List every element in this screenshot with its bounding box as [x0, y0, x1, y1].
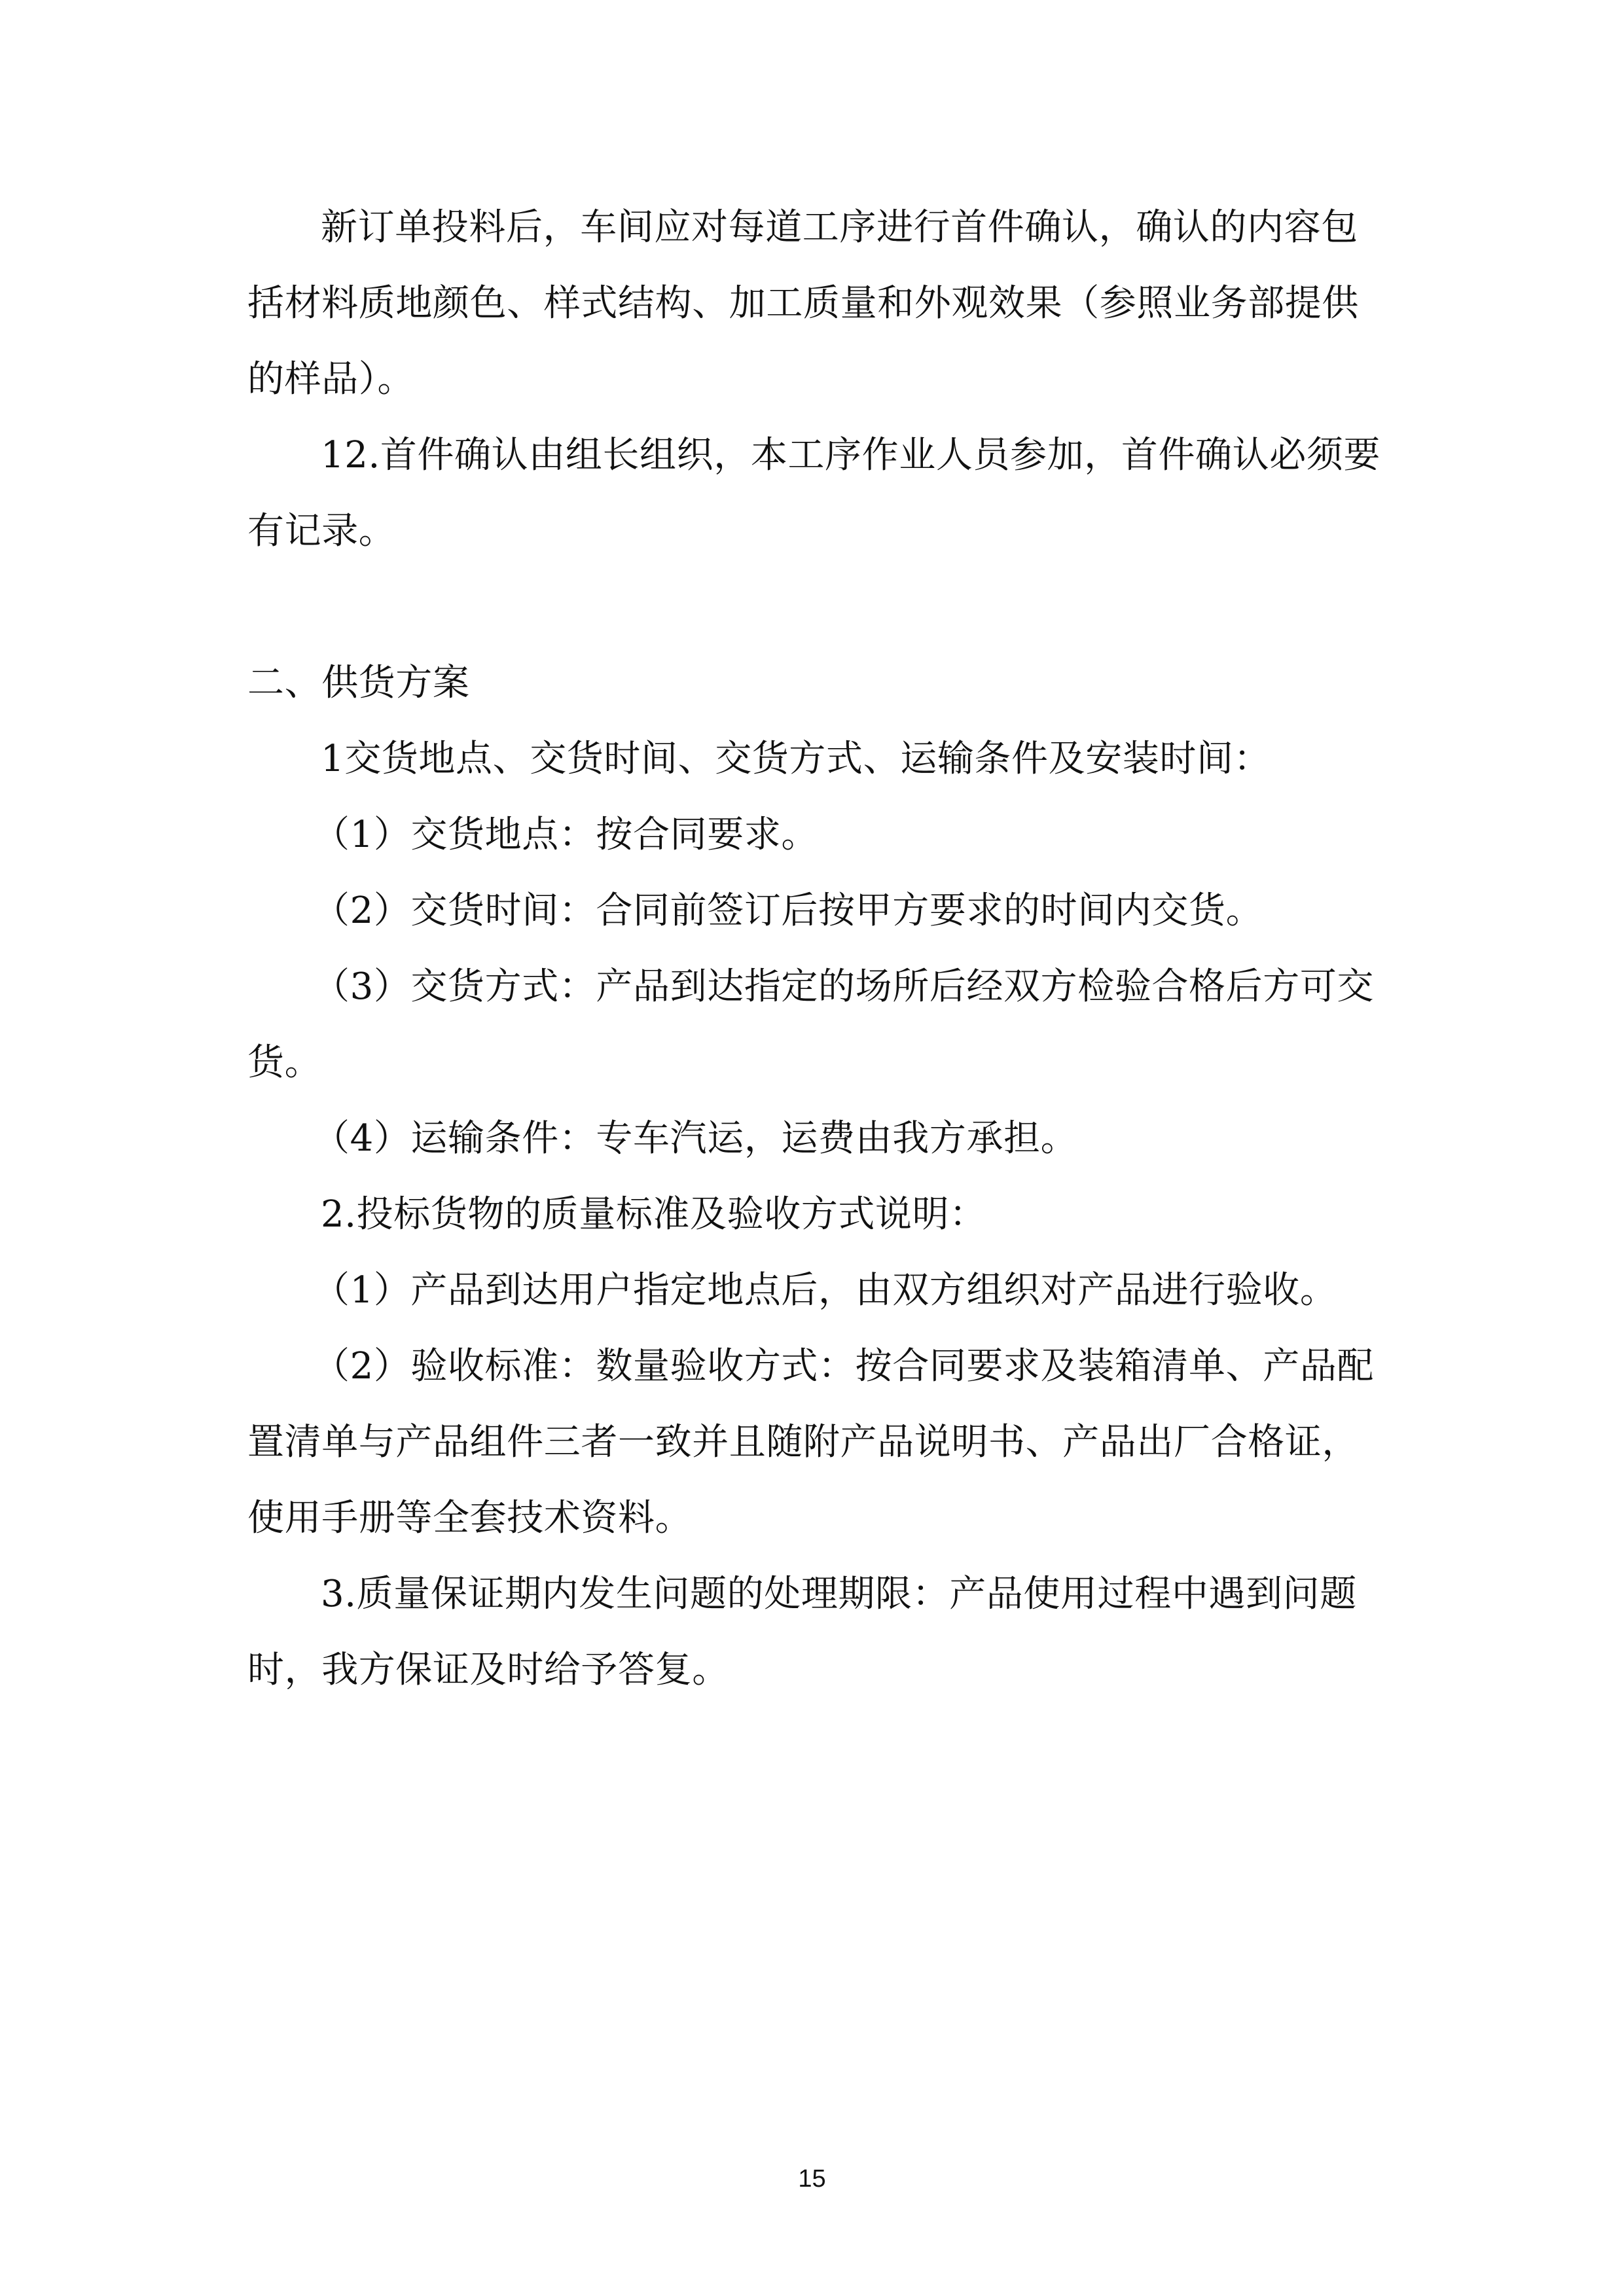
paragraph-first-article-confirmation: 新订单投料后，车间应对每道工序进行首件确认，确认的内容包括材料质地颜色、样式结构、加工质量和外观效果（参照业务部提供的样品）。	[247, 206, 1359, 401]
paragraph-item-12: 12.首件确认由组长组织，本工序作业人员参加，首件确认必须要有记录。	[247, 434, 1381, 552]
paragraph-delivery-overview: 1交货地点、交货时间、交货方式、运输条件及安装时间：	[321, 738, 1271, 780]
paragraph-delivery-time: （2）交货时间：合同前签订后按甲方要求的时间内交货。	[313, 889, 1263, 932]
section-heading: 二、供货方案	[247, 662, 470, 704]
paragraph-acceptance-arrival: （1）产品到达用户指定地点后，由双方组织对产品进行验收。	[313, 1269, 1337, 1312]
document-body	[247, 190, 1390, 1708]
paragraph-quality-standard: 2.投标货物的质量标准及验收方式说明：	[321, 1193, 986, 1236]
paragraph-transport-conditions: （4）运输条件：专车汽运，运费由我方承担。	[313, 1117, 1078, 1160]
page-number: 15	[798, 2165, 826, 2193]
paragraph-acceptance-standard: （2）验收标准：数量验收方式：按合同要求及装箱清单、产品配置清单与产品组件三者一致并且随附产品说明书、产品出厂合格证，使用手册等全套技术资料。	[247, 1345, 1375, 1539]
paragraph-warranty-handling: 3.质量保证期内发生问题的处理期限：产品使用过程中遇到问题时，我方保证及时给予答复。	[247, 1573, 1357, 1691]
paragraph-delivery-method: （3）交货方式：产品到达指定的场所后经双方检验合格后方可交货。	[247, 965, 1375, 1084]
paragraph-delivery-location: （1）交货地点：按合同要求。	[313, 814, 819, 856]
